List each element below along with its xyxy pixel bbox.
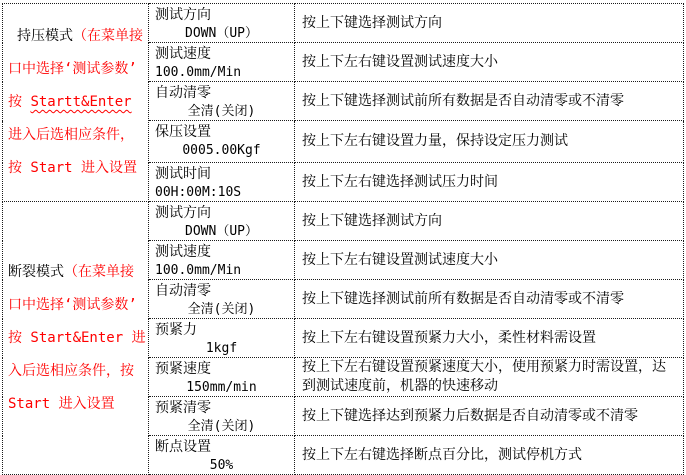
param-name: 保压设置 [155, 124, 211, 140]
param-description: 按上下键选择测试前所有数据是否自动清零或不清零 [302, 92, 624, 109]
param-description: 按上下左右键选择断点百分比，测试停机方式 [302, 446, 582, 463]
param-description: 按上下键选择测试方向 [302, 14, 442, 31]
document-page [0, 3, 686, 473]
param-cell [149, 121, 295, 163]
param-value: 全清(关闭) [187, 419, 256, 434]
param-description: 按上下左右键设置力量，保持设定压力测试 [302, 133, 568, 149]
param-value: 1kgf [205, 341, 238, 356]
desc-cell [295, 241, 684, 280]
param-value: 50% [209, 458, 234, 473]
desc-cell [295, 121, 684, 163]
param-cell [149, 202, 295, 241]
table-row [3, 202, 684, 241]
mode-note-before: （在菜单接口中选择‘测试参数’ 按 [8, 28, 143, 110]
param-name: 测试时间 [155, 166, 211, 182]
desc-cell [295, 43, 684, 82]
param-description: 按上下键选择测试方向 [302, 212, 442, 229]
param-description: 按上下左右键设置测试速度大小 [302, 251, 498, 268]
table-row [3, 4, 684, 43]
desc-cell [295, 4, 684, 43]
param-name: 测试速度 [155, 46, 211, 62]
desc-cell [295, 397, 684, 436]
param-value: 全清(关闭) [187, 104, 256, 119]
param-value: DOWN（UP） [185, 26, 258, 41]
param-name: 断点设置 [155, 439, 211, 455]
desc-cell [295, 82, 684, 121]
param-value: 全清(关闭) [187, 302, 256, 317]
param-cell [149, 241, 295, 280]
param-cell [149, 358, 295, 397]
hold-pressure-mode-section [3, 4, 684, 202]
param-name: 预紧速度 [155, 361, 211, 377]
param-name: 测试方向 [155, 7, 211, 23]
desc-cell [295, 358, 684, 397]
desc-cell [295, 280, 684, 319]
param-cell [149, 319, 295, 358]
param-description: 按上下键选择达到预紧力后数据是否自动清零或不清零 [302, 407, 638, 424]
param-cell [149, 82, 295, 121]
param-description: 按上下左右键选择测试压力时间 [302, 173, 498, 190]
test-parameters-table [2, 3, 684, 475]
param-cell [149, 163, 295, 202]
misspelled-word-squiggle: Startt&Enter [30, 94, 132, 110]
desc-cell [295, 319, 684, 358]
mode-cell-hold-pressure [3, 4, 149, 202]
param-value: 100.0mm/Min [155, 263, 242, 278]
param-description: 按上下键选择测试前所有数据是否自动清零或不清零 [302, 290, 624, 307]
mode-note-break [3, 256, 148, 421]
param-cell [149, 4, 295, 43]
param-value: 00H:00M:10S [155, 185, 242, 200]
param-cell [149, 43, 295, 82]
param-name: 预紧力 [155, 322, 197, 338]
param-description: 按上下左右键设置预紧速度大小，使用预紧力时需设置，达到测试速度前，机器的快速移动 [302, 359, 666, 394]
mode-name: 断裂模式 [8, 263, 64, 280]
param-cell [149, 436, 295, 475]
param-value: DOWN（UP） [185, 224, 258, 239]
mode-note-hold-pressure [3, 20, 148, 185]
param-value: 100.0mm/Min [155, 65, 242, 80]
param-description: 按上下左右键设置预紧力大小，柔性材料需设置 [302, 329, 596, 346]
desc-cell [295, 163, 684, 202]
mode-cell-break [3, 202, 149, 475]
param-value: 150mm/min [186, 380, 257, 395]
param-value: 0005.00Kgf [182, 143, 261, 158]
mode-name: 持压模式 [17, 28, 73, 44]
desc-cell [295, 202, 684, 241]
break-mode-section [3, 202, 684, 475]
mode-note-after: 进入后选相应条件，按 Start 进入设置 [8, 127, 138, 176]
param-name: 测试方向 [155, 205, 211, 221]
mode-note: （在菜单接口中选择‘测试参数’ 按 Start&Enter 进入后选相应条件，按 Start 进入设置 [8, 263, 146, 412]
param-name: 预紧清零 [155, 400, 211, 416]
param-cell [149, 280, 295, 319]
param-description: 按上下左右键设置测试速度大小 [302, 53, 498, 70]
param-cell [149, 397, 295, 436]
param-name: 测试速度 [155, 244, 211, 260]
param-name: 自动清零 [155, 85, 211, 101]
desc-cell [295, 436, 684, 475]
param-name: 自动清零 [155, 283, 211, 299]
